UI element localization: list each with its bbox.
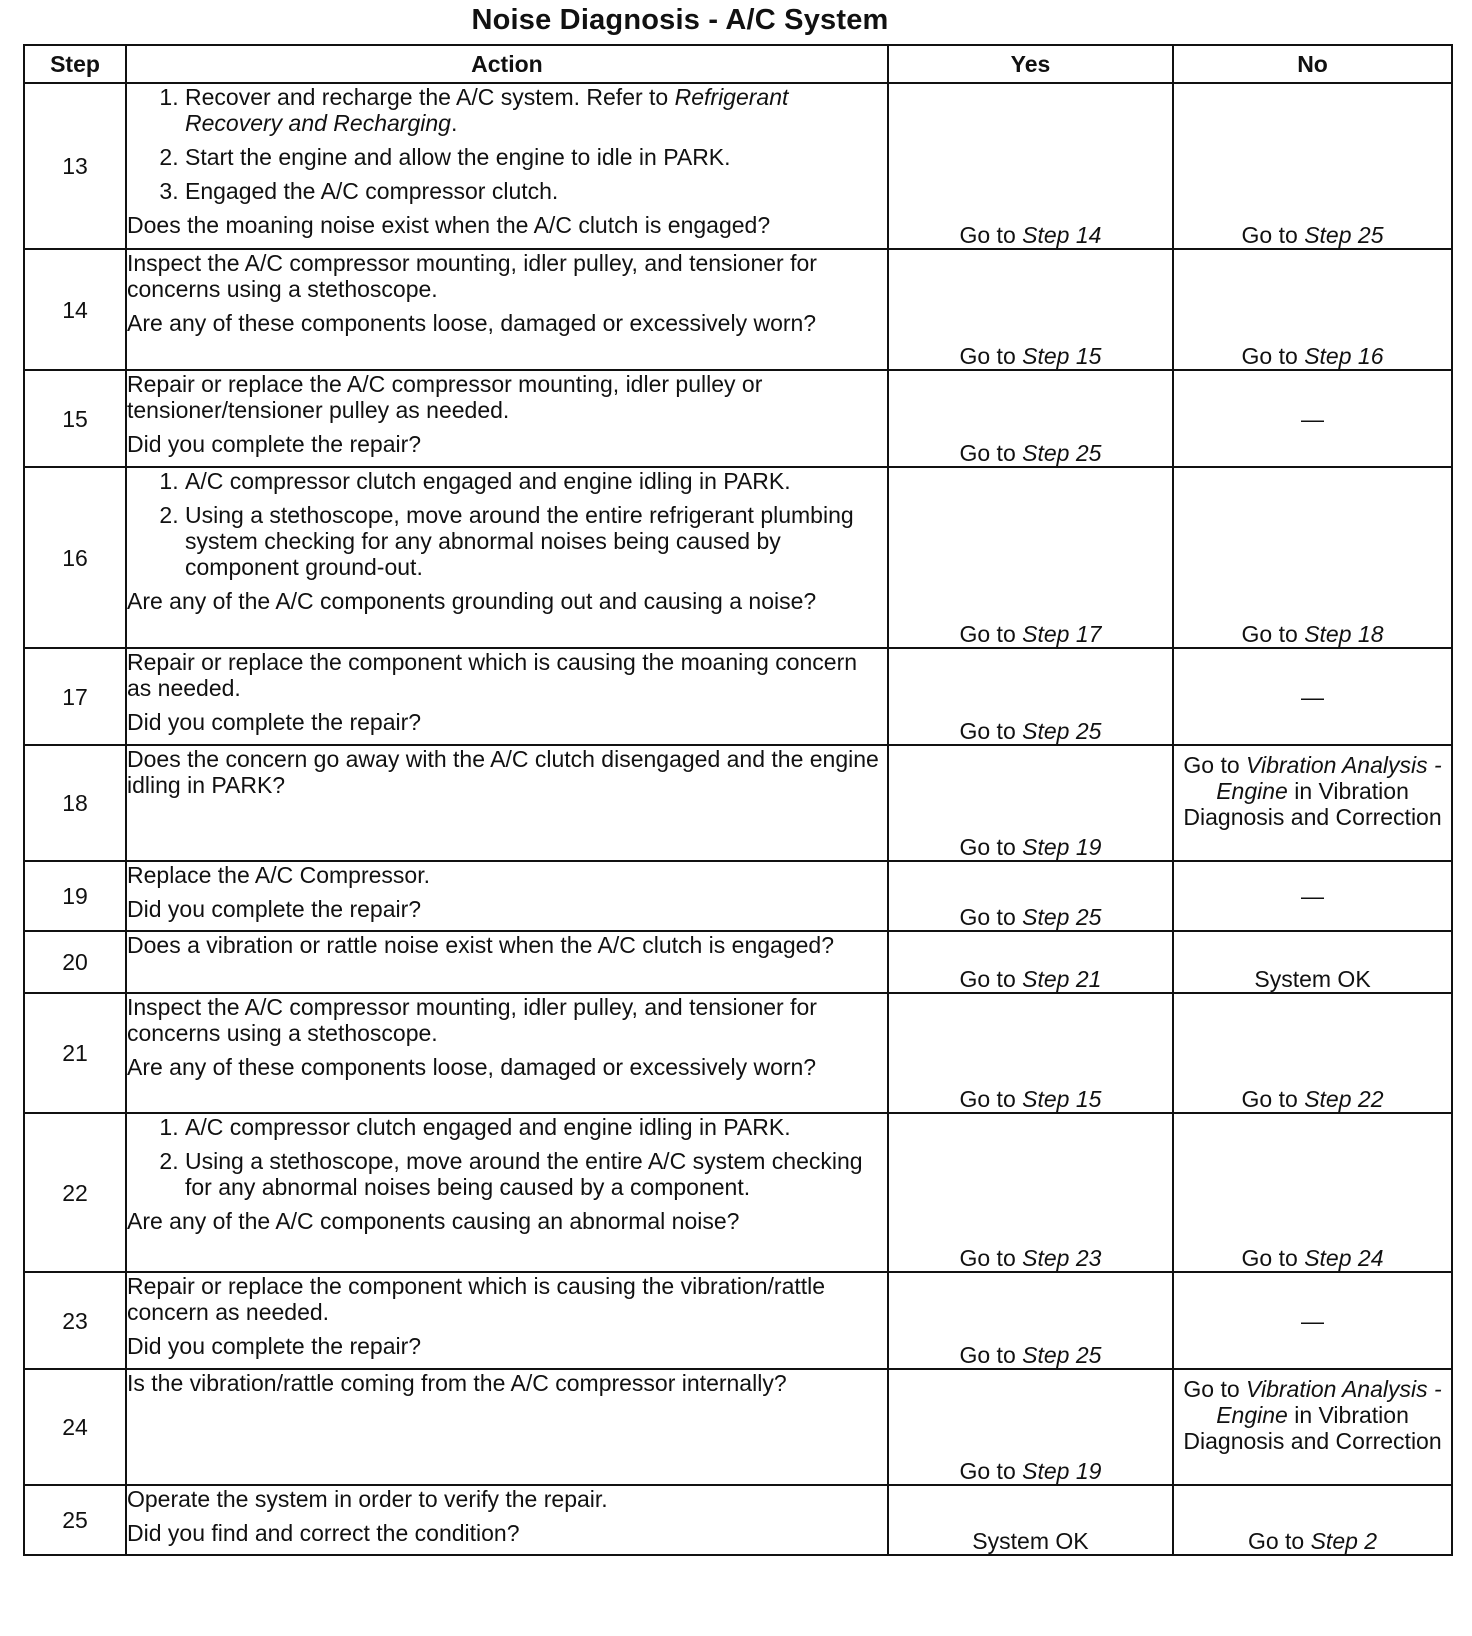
no-step-ref: Step 2 xyxy=(1310,1528,1378,1554)
no-text: Go to xyxy=(1183,752,1247,778)
yes-result xyxy=(888,931,1173,993)
step-number: 23 xyxy=(24,1272,126,1369)
action-paragraph: Is the vibration/rattle coming from the A/C compressor internally? xyxy=(127,1370,787,1396)
action-cell xyxy=(126,1485,888,1555)
action-steps-list xyxy=(127,1114,887,1200)
yes-step-ref: Step 21 xyxy=(1022,966,1102,992)
no-step-ref: Step 24 xyxy=(1304,1245,1384,1271)
action-cell xyxy=(126,931,888,993)
no-step-ref: Vibration Analysis - Engine xyxy=(1216,1376,1442,1428)
table-row xyxy=(24,1113,1452,1272)
no-result xyxy=(1173,1272,1452,1369)
table-header-row xyxy=(24,45,1452,83)
table-row xyxy=(24,745,1452,861)
action-paragraph: Did you complete the repair? xyxy=(127,1333,422,1359)
yes-text: Go to xyxy=(959,1086,1023,1112)
step-number: 20 xyxy=(24,931,126,993)
yes-step-ref: Step 25 xyxy=(1022,440,1102,466)
action-paragraph: Does a vibration or rattle noise exist when the A/C clutch is engaged? xyxy=(127,932,835,958)
action-step-text: Using a stethoscope, move around the entire refrigerant plumbing system checking for any abnormal noises being caused by component ground-out. xyxy=(185,502,854,580)
action-step-text: Recover and recharge the A/C system. Refer to xyxy=(185,84,675,110)
yes-result xyxy=(888,1485,1173,1555)
yes-step-ref: Step 19 xyxy=(1022,1458,1102,1484)
no-step-ref: Vibration Analysis - Engine xyxy=(1216,752,1442,804)
table-row xyxy=(24,1272,1452,1369)
no-result xyxy=(1173,370,1452,467)
action-paragraph: Operate the system in order to verify the repair. xyxy=(127,1486,608,1512)
yes-result xyxy=(888,861,1173,931)
no-result xyxy=(1173,1485,1452,1555)
no-result xyxy=(1173,249,1452,370)
yes-step-ref: Step 14 xyxy=(1022,222,1102,248)
no-result xyxy=(1173,648,1452,745)
action-steps-list xyxy=(127,84,887,204)
action-paragraph: Does the concern go away with the A/C clutch disengaged and the engine idling in PARK? xyxy=(127,746,879,798)
table-row xyxy=(24,249,1452,370)
no-result xyxy=(1173,993,1452,1113)
yes-text: Go to xyxy=(959,343,1023,369)
no-text: Go to xyxy=(1241,1086,1305,1112)
action-paragraph: Did you complete the repair? xyxy=(127,431,422,457)
no-result xyxy=(1173,931,1452,993)
action-step-text: Engaged the A/C compressor clutch. xyxy=(185,178,559,204)
no-text: — xyxy=(1301,683,1325,710)
action-paragraph: Replace the A/C Compressor. xyxy=(127,862,430,888)
no-text: Go to xyxy=(1241,343,1305,369)
action-step-item xyxy=(185,1114,887,1140)
action-paragraph: Did you complete the repair? xyxy=(127,709,422,735)
no-result xyxy=(1173,861,1452,931)
no-result xyxy=(1173,467,1452,648)
yes-step-ref: Step 25 xyxy=(1022,904,1102,930)
action-paragraph: Inspect the A/C compressor mounting, idler pulley, and tensioner for concerns using a stethoscope. xyxy=(127,250,817,302)
yes-result xyxy=(888,83,1173,249)
table-row xyxy=(24,83,1452,249)
yes-step-ref: Step 15 xyxy=(1022,343,1102,369)
step-number: 16 xyxy=(24,467,126,648)
table-row xyxy=(24,648,1452,745)
action-steps-list xyxy=(127,468,887,580)
step-number: 21 xyxy=(24,993,126,1113)
yes-text: Go to xyxy=(959,1245,1023,1271)
table-row xyxy=(24,1485,1452,1555)
action-step-item xyxy=(185,84,887,136)
no-text: Go to xyxy=(1241,1245,1305,1271)
action-paragraph: Are any of the A/C components grounding out and causing a noise? xyxy=(127,588,817,614)
action-step-text: A/C compressor clutch engaged and engine idling in PARK. xyxy=(185,1114,791,1140)
action-cell xyxy=(126,1272,888,1369)
step-number: 13 xyxy=(24,83,126,249)
diagnosis-table xyxy=(23,44,1453,1556)
action-cell xyxy=(126,83,888,249)
no-text: Go to xyxy=(1241,621,1305,647)
no-text: — xyxy=(1301,1307,1325,1334)
yes-text: Go to xyxy=(959,834,1023,860)
step-number: 15 xyxy=(24,370,126,467)
no-text: Go to xyxy=(1183,1376,1247,1402)
step-number: 17 xyxy=(24,648,126,745)
action-cell xyxy=(126,648,888,745)
yes-step-ref: Step 17 xyxy=(1022,621,1102,647)
header-action: Action xyxy=(126,45,888,83)
yes-text: Go to xyxy=(959,440,1023,466)
procedure-ref: Refrigerant Recovery and Recharging xyxy=(185,84,789,136)
yes-text: System OK xyxy=(972,1528,1089,1554)
yes-result xyxy=(888,370,1173,467)
no-text: Go to xyxy=(1247,1528,1311,1554)
yes-text: Go to xyxy=(959,718,1023,744)
no-step-ref: Step 22 xyxy=(1304,1086,1384,1112)
action-paragraph: Are any of these components loose, damaged or excessively worn? xyxy=(127,1054,817,1080)
action-step-item xyxy=(185,144,887,170)
yes-result xyxy=(888,1272,1173,1369)
yes-step-ref: Step 25 xyxy=(1022,1342,1102,1368)
yes-text: Go to xyxy=(959,222,1023,248)
table-row xyxy=(24,861,1452,931)
action-step-text: Start the engine and allow the engine to idle in PARK. xyxy=(185,144,731,170)
yes-result xyxy=(888,1113,1173,1272)
table-row xyxy=(24,1369,1452,1485)
step-number: 24 xyxy=(24,1369,126,1485)
action-cell xyxy=(126,1113,888,1272)
action-paragraph: Did you complete the repair? xyxy=(127,896,422,922)
table-row xyxy=(24,931,1452,993)
yes-text: Go to xyxy=(959,1458,1023,1484)
no-suffix: in Vibration Diagnosis and Correction xyxy=(1183,778,1442,830)
header-no: No xyxy=(1173,45,1452,83)
no-text: System OK xyxy=(1254,966,1371,992)
no-result xyxy=(1173,1369,1452,1485)
action-paragraph: Repair or replace the component which is causing the moaning concern as needed. xyxy=(127,649,858,701)
yes-step-ref: Step 15 xyxy=(1022,1086,1102,1112)
action-step-item xyxy=(185,1148,887,1200)
step-number: 22 xyxy=(24,1113,126,1272)
yes-result xyxy=(888,1369,1173,1485)
action-paragraph: Repair or replace the A/C compressor mounting, idler pulley or tensioner/tensioner pulley as needed. xyxy=(127,371,763,423)
no-suffix: in Vibration Diagnosis and Correction xyxy=(1183,1402,1442,1454)
no-text: — xyxy=(1301,405,1325,432)
yes-text: Go to xyxy=(959,621,1023,647)
step-number: 18 xyxy=(24,745,126,861)
action-step-item xyxy=(185,468,887,494)
action-cell xyxy=(126,745,888,861)
action-cell xyxy=(126,467,888,648)
action-step-item xyxy=(185,178,887,204)
yes-text: Go to xyxy=(959,904,1023,930)
no-step-ref: Step 18 xyxy=(1304,621,1384,647)
yes-result xyxy=(888,648,1173,745)
action-cell xyxy=(126,370,888,467)
yes-text: Go to xyxy=(959,1342,1023,1368)
no-text: — xyxy=(1301,883,1325,909)
table-row xyxy=(24,993,1452,1113)
step-number: 25 xyxy=(24,1485,126,1555)
yes-result xyxy=(888,993,1173,1113)
table-body xyxy=(24,83,1452,1555)
yes-step-ref: Step 23 xyxy=(1022,1245,1102,1271)
action-cell xyxy=(126,861,888,931)
header-yes: Yes xyxy=(888,45,1173,83)
action-paragraph: Are any of the A/C components causing an abnormal noise? xyxy=(127,1208,740,1234)
action-cell xyxy=(126,1369,888,1485)
step-number: 19 xyxy=(24,861,126,931)
header-step: Step xyxy=(24,45,126,83)
action-paragraph: Does the moaning noise exist when the A/C clutch is engaged? xyxy=(127,212,771,238)
yes-step-ref: Step 19 xyxy=(1022,834,1102,860)
action-paragraph: Repair or replace the component which is causing the vibration/rattle concern as needed. xyxy=(127,1273,826,1325)
no-step-ref: Step 25 xyxy=(1304,222,1384,248)
action-step-text: Using a stethoscope, move around the entire A/C system checking for any abnormal noises being caused by a component. xyxy=(185,1148,863,1200)
no-result xyxy=(1173,1113,1452,1272)
no-result xyxy=(1173,83,1452,249)
no-text: Go to xyxy=(1241,222,1305,248)
step-number: 14 xyxy=(24,249,126,370)
no-step-ref: Step 16 xyxy=(1304,343,1384,369)
action-step-text: A/C compressor clutch engaged and engine idling in PARK. xyxy=(185,468,791,494)
yes-result xyxy=(888,249,1173,370)
table-row xyxy=(24,467,1452,648)
page-title: Noise Diagnosis - A/C System xyxy=(471,4,889,36)
table-row xyxy=(24,370,1452,467)
action-step-suffix: . xyxy=(450,110,458,136)
action-paragraph: Inspect the A/C compressor mounting, idler pulley, and tensioner for concerns using a stethoscope. xyxy=(127,994,817,1046)
yes-result xyxy=(888,467,1173,648)
action-cell xyxy=(126,993,888,1113)
yes-text: Go to xyxy=(959,966,1023,992)
action-step-item xyxy=(185,502,887,580)
action-paragraph: Did you find and correct the condition? xyxy=(127,1520,520,1546)
yes-step-ref: Step 25 xyxy=(1022,718,1102,744)
yes-result xyxy=(888,745,1173,861)
action-cell xyxy=(126,249,888,370)
no-result xyxy=(1173,745,1452,861)
action-paragraph: Are any of these components loose, damaged or excessively worn? xyxy=(127,310,817,336)
